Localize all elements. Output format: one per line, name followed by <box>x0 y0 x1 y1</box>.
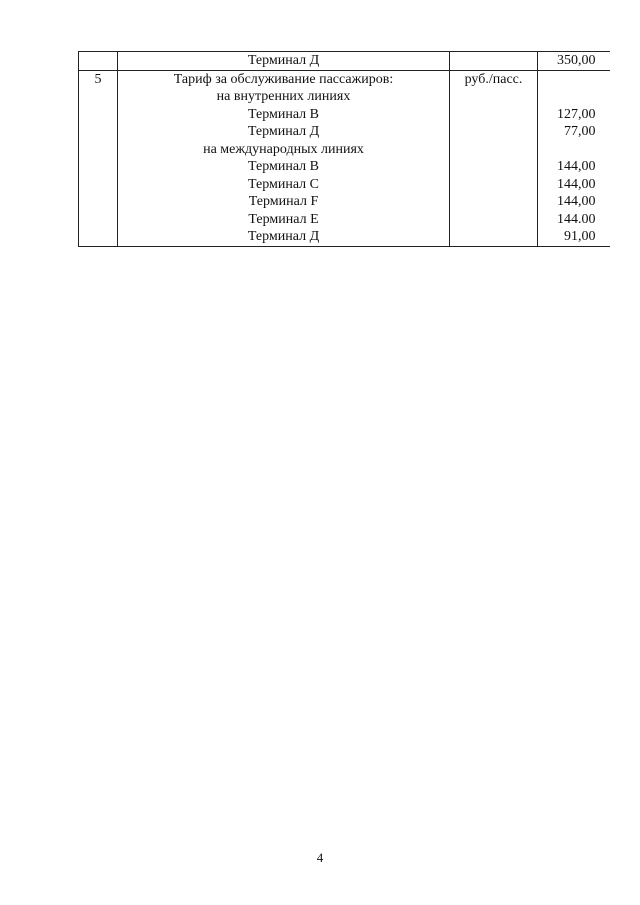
table-row <box>79 70 610 88</box>
row-value: 144,00 <box>538 158 610 176</box>
table-row <box>79 141 610 159</box>
row-description: на международных линиях <box>118 141 450 159</box>
table-row <box>79 106 610 124</box>
table-row <box>79 228 610 246</box>
table-row <box>79 88 610 106</box>
row-description: Терминал Е <box>118 211 450 229</box>
table-row <box>79 211 610 229</box>
table-row <box>79 193 610 211</box>
row-value: 91,00 <box>538 228 610 246</box>
row-number: 5 <box>79 70 118 88</box>
table-row <box>79 158 610 176</box>
row-description: Терминал В <box>118 106 450 124</box>
row-value: 127,00 <box>538 106 610 124</box>
row-value: 144.00 <box>538 211 610 229</box>
table-row <box>79 52 610 71</box>
page-number: 4 <box>316 850 324 865</box>
row-value <box>538 70 610 88</box>
row-description: Терминал С <box>118 176 450 194</box>
row-unit <box>450 52 538 71</box>
row-value: 77,00 <box>538 123 610 141</box>
row-value <box>538 141 610 159</box>
row-description: Терминал Д <box>118 228 450 246</box>
row-description: Терминал Д <box>118 52 450 71</box>
table-row <box>79 123 610 141</box>
row-value: 144,00 <box>538 193 610 211</box>
row-description: Тариф за обслуживание пассажиров: <box>118 70 450 88</box>
row-value: 350,00 <box>538 52 610 71</box>
row-description: на внутренних линиях <box>118 88 450 106</box>
row-value: 144,00 <box>538 176 610 194</box>
row-value <box>538 88 610 106</box>
tariff-table <box>78 51 610 247</box>
row-description: Терминал В <box>118 158 450 176</box>
row-description: Терминал F <box>118 193 450 211</box>
row-description: Терминал Д <box>118 123 450 141</box>
row-number <box>79 52 118 71</box>
row-unit: руб./пасс. <box>450 70 538 88</box>
table-row <box>79 176 610 194</box>
